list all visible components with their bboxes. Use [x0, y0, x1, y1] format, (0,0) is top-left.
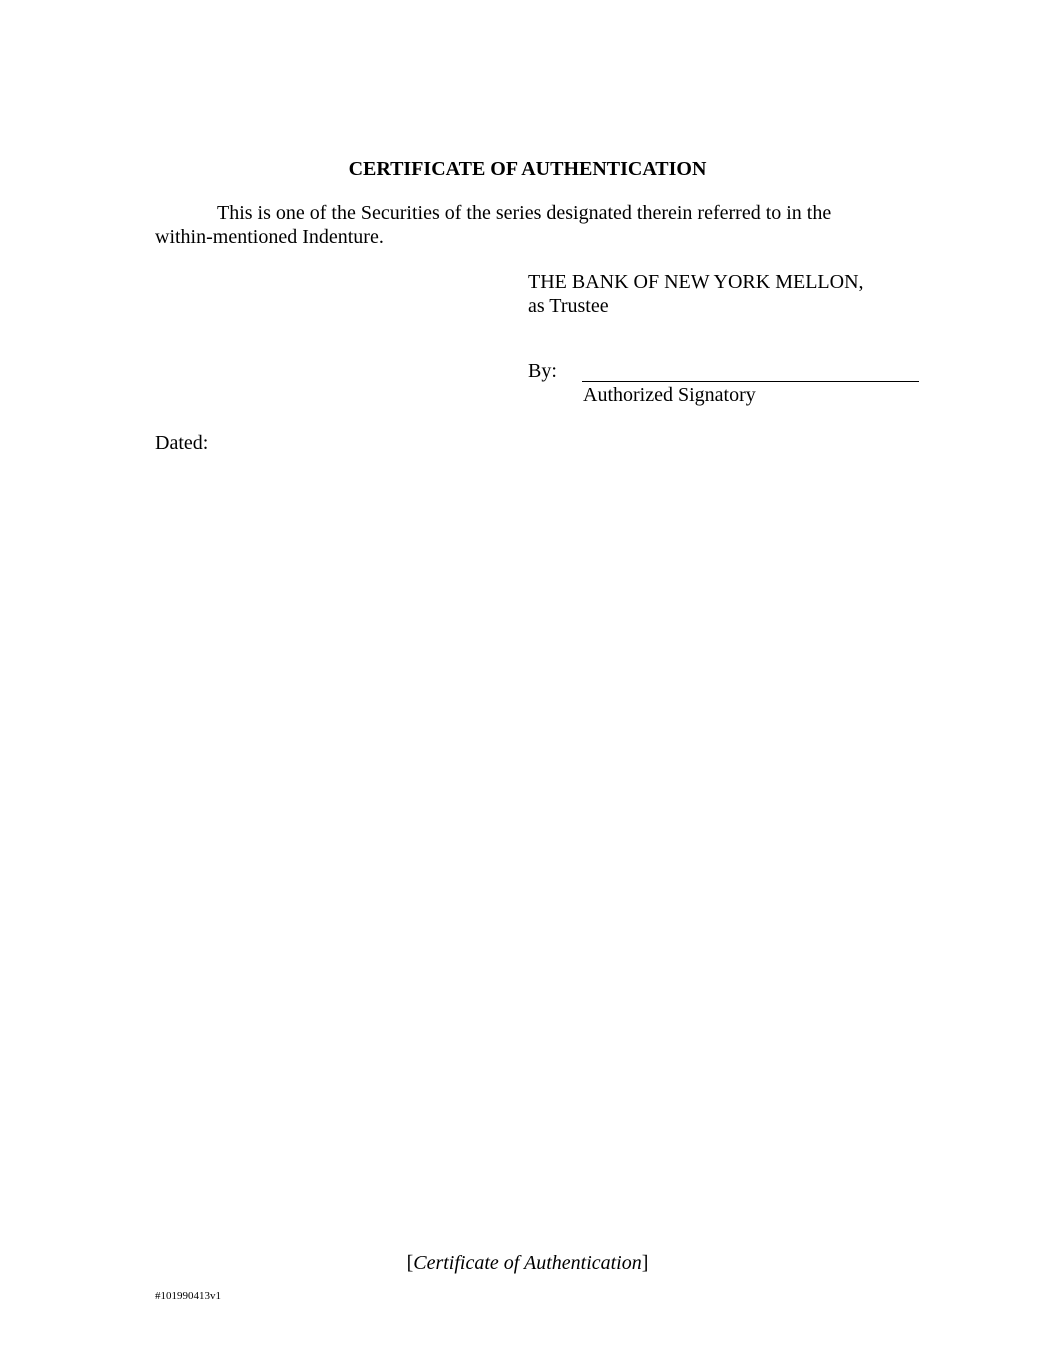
- footer-bracket-close: ]: [641, 1252, 649, 1274]
- footer-bracket-open: [: [406, 1252, 414, 1274]
- certificate-paragraph: This is one of the Securities of the series designated therein referred to in the within-mentioned Indenture.: [155, 202, 832, 248]
- footer-caption-text: Certificate of Authentication: [413, 1252, 642, 1274]
- by-label: By:: [528, 360, 557, 382]
- document-id: #101990413v1: [155, 1290, 221, 1302]
- trustee-role: as Trustee: [528, 295, 609, 317]
- trustee-block: [528, 270, 864, 318]
- trustee-name: THE BANK OF NEW YORK MELLON,: [528, 271, 864, 293]
- signature-caption: Authorized Signatory: [583, 384, 756, 406]
- signature-line: [582, 381, 919, 382]
- footer-caption: [0, 1251, 1055, 1275]
- dated-label: Dated:: [155, 432, 209, 454]
- page-title: CERTIFICATE OF AUTHENTICATION: [348, 158, 707, 180]
